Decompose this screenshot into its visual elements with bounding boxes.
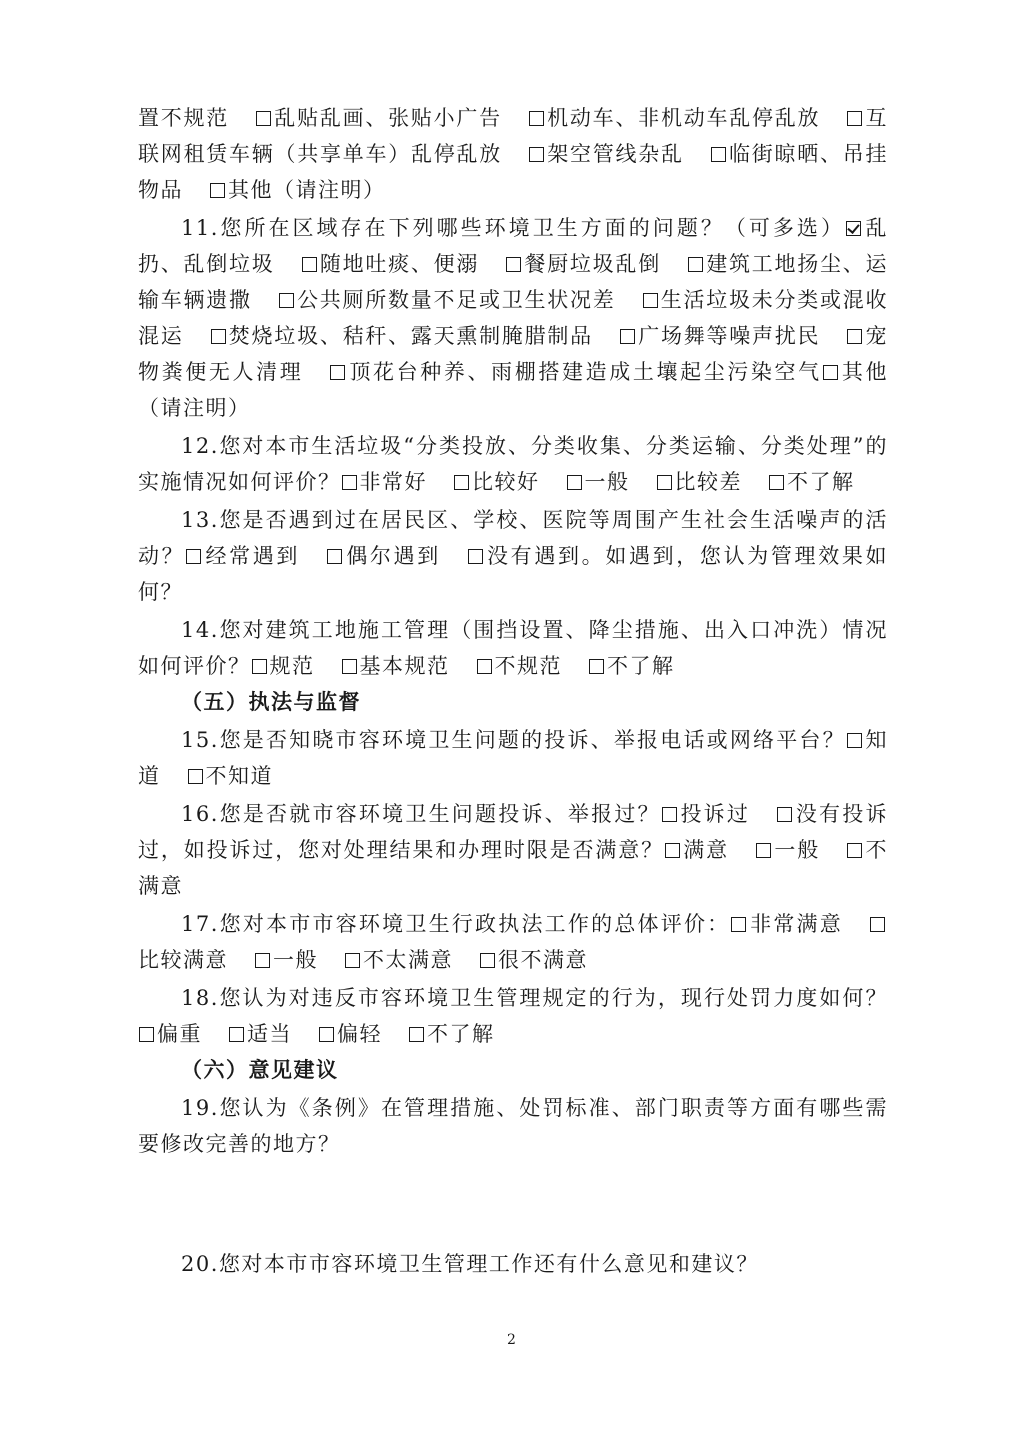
question-19: 19.您认为《条例》在管理措施、处罚标准、部门职责等方面有哪些需要修改完善的地方？ [138,1096,888,1156]
page-number: 2 [507,1332,516,1348]
checkbox[interactable] [847,329,862,344]
checkbox[interactable] [506,257,521,272]
checkbox-checked[interactable] [846,221,861,236]
checkbox[interactable] [847,843,862,858]
option-text: 一般 [774,838,821,862]
option-text: 其他（请注明） [138,360,889,420]
checkbox[interactable] [330,365,345,380]
checkbox[interactable] [139,1027,154,1042]
checkbox[interactable] [468,549,483,564]
option-text: 餐厨垃圾乱倒 [524,252,661,276]
question-14 [138,612,888,684]
checkbox[interactable] [319,1027,334,1042]
continuation-paragraph [138,100,888,208]
checkbox[interactable] [342,659,357,674]
question-text: 11.您所在区域存在下列哪些环境卫生方面的问题？（可多选） [181,216,845,240]
question-11 [138,210,888,426]
option-text: 比较好 [472,470,540,494]
option-text: 非常好 [359,470,427,494]
checkbox[interactable] [409,1027,424,1042]
checkbox[interactable] [211,329,226,344]
question-text: 15.您是否知晓市容环境卫生问题的投诉、举报电话或网络平台？ [181,728,846,752]
option-text: 不规范 [494,654,562,678]
option-text: 非常满意 [749,912,843,936]
option-text: 知道 [138,728,888,788]
option-text: 不了解 [427,1022,495,1046]
option-text: 广场舞等噪声扰民 [637,324,821,348]
checkbox[interactable] [731,917,746,932]
checkbox[interactable] [567,475,582,490]
checkbox[interactable] [589,659,604,674]
question-18 [138,980,888,1052]
option-text: 经常遇到 [204,544,301,568]
option-text: 很不满意 [498,948,588,972]
page-content [138,100,888,1282]
checkbox[interactable] [186,549,201,564]
question-16 [138,796,888,904]
checkbox[interactable] [769,475,784,490]
option-text: 规范 [269,654,315,678]
checkbox[interactable] [657,475,672,490]
checkbox[interactable] [327,549,342,564]
checkbox[interactable] [662,807,677,822]
checkbox[interactable] [823,365,838,380]
checkbox[interactable] [229,1027,244,1042]
option-text: 不了解 [787,470,855,494]
question-12 [138,428,888,500]
checkbox[interactable] [302,257,317,272]
option-text: 适当 [247,1022,292,1046]
checkbox[interactable] [210,183,225,198]
section-heading: （六）意见建议 [181,1057,339,1082]
checkbox[interactable] [711,147,726,162]
option-text: 不太满意 [363,948,453,972]
option-text: 其他（请注明） [228,178,386,202]
checkbox[interactable] [643,293,658,308]
question-text: 17.您对本市市容环境卫生行政执法工作的总体评价： [181,912,731,936]
option-text: 焚烧垃圾、秸秆、露天熏制腌腊制品 [228,324,593,348]
option-text: 机动车、非机动车乱停乱放 [546,106,821,130]
checkbox[interactable] [756,843,771,858]
section-heading: （五）执法与监督 [181,689,361,714]
option-text: 不知道 [205,764,273,788]
option-text: 公共厕所数量不足或卫生状况差 [296,288,616,312]
option-text: 宠物粪便无人清理 [138,324,889,384]
checkbox[interactable] [870,917,885,932]
checkbox[interactable] [279,293,294,308]
question-text: 12.您对本市生活垃圾“分类投放、分类收集、分类运输、分类处理”的实施情况如何评价？ [138,434,888,494]
option-text: 偏轻 [337,1022,382,1046]
question-tail: 如投诉过，您对处理结果和办理时限是否满意？ [183,838,664,862]
checkbox[interactable] [777,807,792,822]
checkbox[interactable] [480,953,495,968]
checkbox[interactable] [529,111,544,126]
option-text: 一般 [584,470,630,494]
checkbox[interactable] [847,733,862,748]
option-text: 架空管线杂乱 [547,142,684,166]
checkbox[interactable] [342,475,357,490]
option-text: 乱扔、乱倒垃圾 [138,216,888,276]
checkbox[interactable] [454,475,469,490]
question-text: 13.您是否遇到过在居民区、学校、医院等周围产生社会生活噪声的活动？ [138,508,888,568]
option-text: 偏重 [157,1022,202,1046]
option-text: 顶花台种养、雨棚搭建造成土壤起尘污染空气 [348,360,822,384]
option-text: 没有投诉过， [138,802,888,862]
checkbox[interactable] [188,769,203,784]
checkbox[interactable] [665,843,680,858]
question-20: 20.您对本市市容环境卫生管理工作还有什么意见和建议？ [181,1252,759,1276]
option-text: 建筑工地扬尘、运输车辆遗撒 [138,252,889,312]
option-text: 基本规范 [359,654,450,678]
option-text: 比较差 [674,470,742,494]
checkbox[interactable] [688,257,703,272]
checkbox[interactable] [252,659,267,674]
question-17 [138,906,888,978]
checkbox[interactable] [529,147,544,162]
option-text: 临街晾晒、吊挂物品 [138,142,888,202]
checkbox[interactable] [477,659,492,674]
option-text: 置不规范 [138,106,230,130]
option-text: 不了解 [607,654,675,678]
option-text: 一般 [273,948,318,972]
question-text: 16.您是否就市容环境卫生问题投诉、举报过？ [181,802,661,826]
question-text: 18.您认为对违反市容环境卫生管理规定的行为，现行处罚力度如何？ [181,986,888,1010]
option-text: 乱贴乱画、张贴小广告 [274,106,502,130]
option-text: 不满意 [138,838,889,898]
option-text: 生活垃圾未分类或混收混运 [138,288,888,348]
answer-space[interactable] [138,1162,888,1244]
option-text: 投诉过 [679,802,751,826]
question-13 [138,502,888,610]
question-text: 14.您对建筑工地施工管理（围挡设置、降尘措施、出入口冲洗）情况如何评价？ [138,618,888,678]
option-text: 偶尔遇到 [345,544,441,568]
option-text: 随地吐痰、便溺 [319,252,480,276]
option-text: 没有遇到。 [485,544,606,568]
checkbox[interactable] [256,111,271,126]
question-15 [138,722,888,794]
checkbox[interactable] [255,953,270,968]
checkbox[interactable] [345,953,360,968]
checkbox[interactable] [620,329,635,344]
question-tail: 如遇到，您认为管理效果如何？ [138,544,889,604]
option-text: 比较满意 [138,948,228,972]
option-text: 互联网租赁车辆（共享单车）乱停乱放 [138,106,889,166]
checkbox[interactable] [847,111,862,126]
option-text: 满意 [682,838,730,862]
